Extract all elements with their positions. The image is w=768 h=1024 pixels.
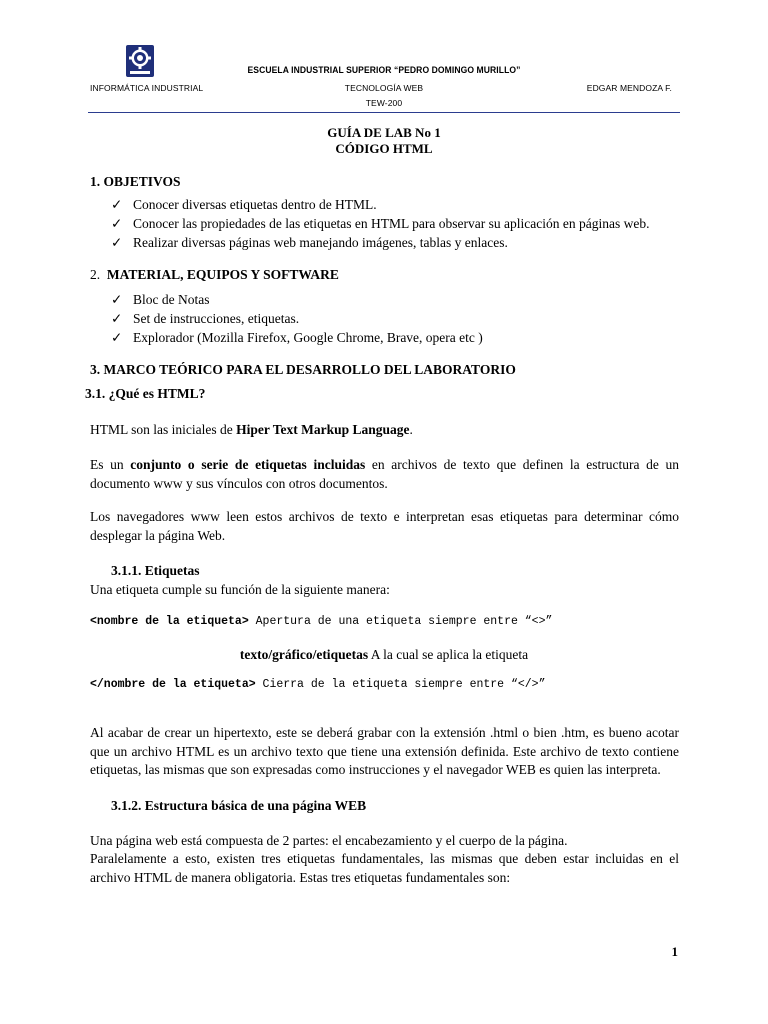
- check-icon: ✓: [111, 216, 123, 231]
- title-line-1: GUÍA DE LAB No 1: [327, 125, 441, 140]
- section-1-heading: 1. OBJETIVOS: [90, 174, 181, 189]
- section-3-heading: 3. MARCO TEÓRICO PARA EL DESARROLLO DEL LABORATORIO: [90, 362, 516, 377]
- code-open-tag: <nombre de la etiqueta> Apertura de una etiqueta siempre entre “<>”: [90, 615, 553, 628]
- paragraph-browsers: Los navegadores www leen estos archivos de texto e interpretan esas etiquetas para determinar cómo desplegar la página Web.: [90, 509, 679, 543]
- subsection-3-1-2-heading: 3.1.2. Estructura básica de una página WEB: [111, 798, 367, 813]
- tag-content-line: texto/gráfico/etiquetas A la cual se aplica la etiqueta: [239, 647, 529, 662]
- material-item: ✓ Set de instrucciones, etiquetas.: [111, 311, 300, 326]
- paragraph-fundamental-tags: Paralelamente a esto, existen tres etiquetas fundamentales, las mismas que deben estar incluidas en el archivo HTML de manera obligatoria. Estas tres etiquetas fundamentales son:: [90, 851, 679, 885]
- paragraph-page-parts: Una página web está compuesta de 2 partes: el encabezamiento y el cuerpo de la página.: [90, 833, 568, 848]
- paragraph-html-tags: Es un conjunto o serie de etiquetas incluidas en archivos de texto que definen la estructura de un documento www y sus vínculos con otros documentos.: [90, 457, 680, 491]
- tags-intro: Una etiqueta cumple su función de la siguiente manera:: [90, 582, 390, 597]
- header-divider: [88, 112, 680, 113]
- check-icon: ✓: [111, 292, 123, 307]
- check-icon: ✓: [111, 330, 123, 345]
- paragraph-file-extension: Al acabar de crear un hipertexto, este se deberá grabar con la extensión .html o bien .htm, es bueno acotar que un archivo HTML es un archivo texto que tiene una extensión definida. Este archivo de texto contiene etiquetas, las mismas que son expresadas como instrucciones y el navegador WEB es quien las interpreta.: [90, 725, 679, 777]
- material-item: ✓ Explorador (Mozilla Firefox, Google Chrome, Brave, opera etc ): [111, 330, 483, 345]
- document-title: [0, 125, 768, 157]
- school-name: ESCUELA INDUSTRIAL SUPERIOR “PEDRO DOMINGO MURILLO”: [247, 65, 521, 76]
- page-number: 1: [671, 944, 678, 959]
- section-2-heading: 2. MATERIAL, EQUIPOS Y SOFTWARE: [90, 267, 339, 282]
- department-label: INFORMÁTICA INDUSTRIAL: [90, 83, 204, 93]
- material-item: ✓ Bloc de Notas: [111, 292, 210, 307]
- subject-label: TECNOLOGÍA WEB: [344, 83, 424, 93]
- title-line-2: CÓDIGO HTML: [335, 141, 433, 156]
- objective-item: ✓ Realizar diversas páginas web manejando imágenes, tablas y enlaces.: [111, 235, 508, 250]
- objective-item: ✓ Conocer diversas etiquetas dentro de HTML.: [111, 197, 377, 212]
- subsection-3-1-heading: 3.1. ¿Qué es HTML?: [85, 386, 206, 401]
- check-icon: ✓: [111, 197, 123, 212]
- check-icon: ✓: [111, 311, 123, 326]
- check-icon: ✓: [111, 235, 123, 250]
- author-label: EDGAR MENDOZA F.: [586, 83, 672, 93]
- code-close-tag: </nombre de la etiqueta> Cierra de la etiqueta siempre entre “</>”: [90, 678, 546, 691]
- paragraph-html-definition: HTML son las iniciales de Hiper Text Markup Language.: [90, 422, 413, 437]
- objective-item: ✓ Conocer las propiedades de las etiquetas en HTML para observar su aplicación en páginas web.: [111, 216, 650, 231]
- subsection-3-1-1-heading: 3.1.1. Etiquetas: [111, 563, 200, 578]
- course-code: TEW-200: [365, 98, 403, 108]
